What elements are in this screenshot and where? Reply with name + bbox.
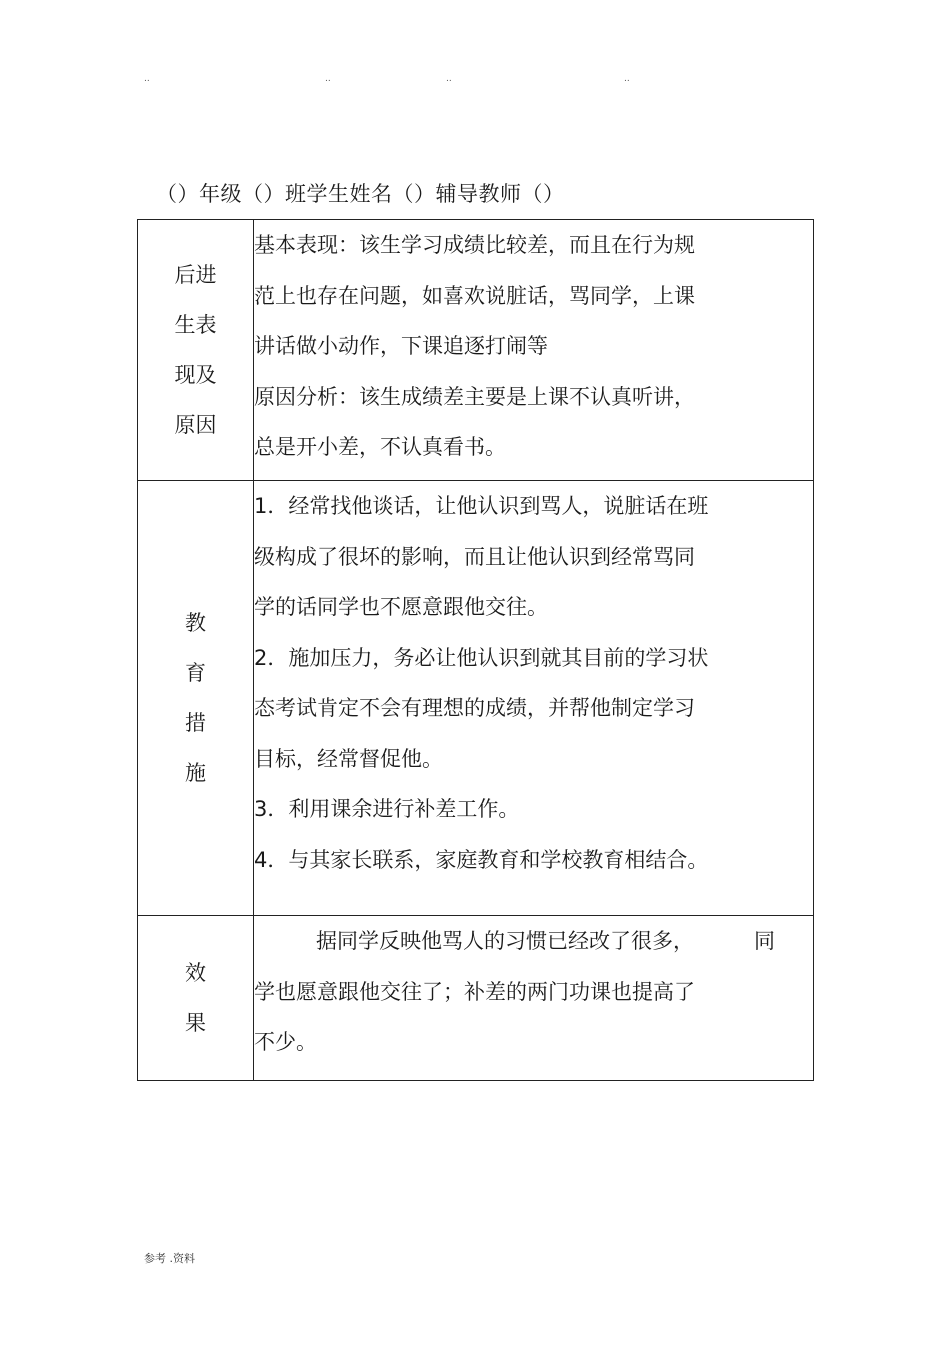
content-line: 学也愿意跟他交往了；补差的两门功课也提高了	[254, 979, 695, 1004]
header-mark: ..	[446, 74, 452, 84]
content-line: 不少。	[254, 1030, 317, 1054]
row-label: 施	[185, 761, 206, 785]
student-record-table	[137, 219, 814, 1081]
row-label: 教	[185, 611, 206, 635]
row-label: 原因	[174, 413, 217, 437]
content-line	[254, 916, 813, 967]
content-line: 目标，经常督促他。	[254, 746, 443, 771]
row-label: 生表	[174, 313, 217, 337]
content-line: 3．利用课余进行补差工作。	[254, 797, 520, 821]
content-line: 原因分析：该生成绩差主要是上课不认真听讲，	[254, 384, 695, 409]
content-line: 4．与其家长联系，家庭教育和学校教育相结合。	[254, 847, 709, 872]
table-row	[138, 481, 814, 916]
content-line: 学的话同学也不愿意跟他交往。	[254, 595, 548, 619]
content-line-part: 同	[754, 929, 775, 953]
content-line: 2．施加压力，务必让他认识到就其目前的学习状	[254, 645, 709, 670]
content-line: 级构成了很坏的影响，而且让他认识到经常骂同	[254, 544, 695, 569]
table-row	[138, 916, 814, 1081]
content-line: 总是开小差，不认真看书。	[254, 435, 506, 459]
content-line-part: 据同学反映他骂人的习惯已经改了很多，	[316, 929, 694, 953]
footer-note: 参考 .资料	[144, 1252, 195, 1265]
row-label: 后进	[174, 263, 217, 287]
row-label: 果	[185, 1011, 206, 1035]
table-row	[138, 220, 814, 481]
row-label: 现及	[174, 363, 217, 387]
row-label-cell	[138, 220, 254, 481]
header-mark: ..	[624, 74, 630, 84]
row-content-cell	[254, 220, 814, 481]
content-line: 范上也存在问题，如喜欢说脏话，骂同学，上课	[254, 283, 695, 308]
row-content-cell	[254, 916, 814, 1081]
content-line: 讲话做小动作，下课追逐打闹等	[254, 334, 548, 358]
row-label: 措	[185, 711, 206, 735]
header-mark: ..	[325, 74, 331, 84]
content-line: 1．经常找他谈话，让他认识到骂人，说脏话在班	[254, 494, 709, 518]
student-info-line: （）年级（）班学生姓名（）辅导教师（）	[156, 182, 565, 206]
row-label-cell	[138, 916, 254, 1081]
row-label-cell	[138, 481, 254, 916]
row-content-cell	[254, 481, 814, 916]
row-label: 效	[185, 961, 206, 985]
row-label: 育	[185, 661, 206, 685]
header-mark: ..	[144, 74, 150, 84]
content-line: 基本表现：该生学习成绩比较差，而且在行为规	[254, 233, 695, 257]
content-line: 态考试肯定不会有理想的成绩，并帮他制定学习	[254, 696, 695, 720]
